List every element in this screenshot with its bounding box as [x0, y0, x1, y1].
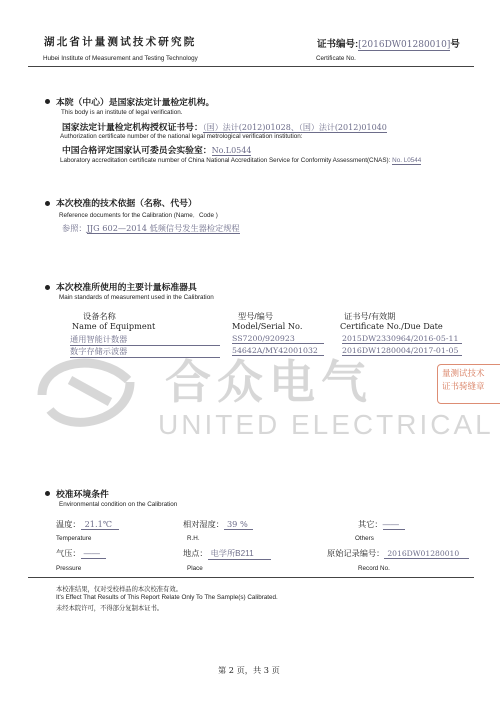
cnas-label: 中国合格评定国家认可委员会实验室：: [62, 145, 212, 155]
institute-statement: 本院（中心）是国家法定计量检定机构。: [56, 97, 215, 107]
pressure-field: [56, 548, 106, 559]
cnas-en: [60, 157, 421, 164]
institute-statement-en: This body is an institute of legal verification.: [61, 109, 183, 116]
cnas-line: [62, 143, 251, 156]
section-bullet: [45, 491, 50, 496]
table-row-name: 通用智能计数器: [70, 334, 220, 346]
watermark-brand-cn: 合众电气: [165, 356, 373, 408]
company-watermark: [30, 340, 500, 440]
temperature-unit: ℃: [102, 519, 112, 529]
cnas-en-value: No. L0544: [392, 157, 422, 164]
col-header-equipment: 设备名称: [83, 312, 116, 321]
place-field: [183, 548, 271, 560]
institute-title-en: Hubei Institute of Measurement and Testing Technology: [43, 55, 198, 62]
authorization-value: （国）法计(2012)01028、（国）法计(2012)01040: [202, 123, 387, 132]
humidity-label: 相对湿度：: [183, 520, 224, 529]
cert-no-label: 证书编号:: [317, 39, 359, 50]
page-number: 第 2 页，共 3 页: [218, 665, 280, 675]
validity-note-en: It's Effect That Results of This Report Relate Only To The Sample(s) Calibrated.: [56, 594, 278, 601]
reference-line: [62, 223, 240, 234]
watermark-brand-en: UNITED ELECTRICAL: [158, 409, 494, 440]
col-header-model: 型号/编号: [238, 312, 274, 321]
section-bullet: [45, 99, 50, 104]
record-label: 原始记录编号：: [327, 549, 385, 558]
others-label: 其它：: [358, 520, 383, 529]
humidity-field: [183, 519, 253, 530]
section-bullet: [45, 285, 50, 290]
institute-title: 湖北省计量测试技术研究院: [44, 36, 197, 48]
temperature-en: Temperature: [56, 535, 92, 542]
record-field: [327, 548, 469, 559]
record-en: Record No.: [358, 565, 390, 572]
table-row-cert: 2015DW2330964/2016-05-11: [342, 334, 462, 344]
standards-title: 本次校准所使用的主要计量标准器具: [56, 282, 197, 292]
authorization-line: [62, 120, 387, 133]
others-field: [358, 519, 405, 530]
reference-prefix: 参照：: [62, 223, 87, 233]
others-en: Others: [355, 535, 374, 542]
standards-title-en: Main standards of measurement used in the Calibration: [59, 294, 214, 301]
pressure-value: ——: [83, 549, 100, 558]
temperature-label: 温度：: [56, 520, 81, 529]
cert-no-value: [2016DW01280010]: [358, 40, 451, 50]
section-bullet: [45, 201, 50, 206]
cnas-value: No.L0544: [211, 146, 252, 155]
cnas-en-label: Laboratory accreditation certificate number of China National Accreditation Service for Conformity Assessment(CNAS):: [60, 157, 391, 164]
col-header-cert-en: Certificate No./Due Date: [340, 321, 443, 331]
cert-no-suffix: 号: [450, 39, 460, 50]
footer-divider: [28, 577, 474, 578]
temperature-value: 21.1: [84, 519, 103, 529]
place-value: 电学所B211: [210, 549, 254, 558]
temperature-field: [56, 519, 119, 530]
humidity-value: 39: [226, 519, 238, 529]
humidity-unit: %: [239, 519, 248, 529]
cert-no-en: Certificate No.: [316, 55, 356, 62]
col-header-model-en: Model/Serial No.: [232, 321, 303, 331]
reference-title: 本次校准的技术依据（名称、代号）: [56, 198, 197, 208]
validity-note: 本校准结果，仅对受校样品的本次校准有效。: [56, 586, 182, 593]
col-header-equipment-en: Name of Equipment: [72, 321, 156, 331]
place-en: Place: [187, 565, 203, 572]
pressure-en: Pressure: [56, 565, 82, 572]
authorization-en: Authorization certificate number of the national legal metrological verification institution:: [60, 133, 303, 140]
table-row-cert: 2016DW1280004/2017-01-05: [342, 346, 462, 356]
others-value: ——: [382, 520, 399, 529]
stamp-line2: 证书骑缝章: [442, 381, 485, 391]
record-value: 2016DW01280010: [387, 549, 460, 558]
col-header-cert: 证书号/有效期: [344, 312, 396, 321]
table-row-name: 数字存储示波器: [70, 346, 220, 358]
place-label: 地点：: [183, 549, 208, 558]
stamp-line1: 量测试技术: [442, 368, 485, 378]
seam-stamp: [437, 364, 500, 404]
authorization-label: 国家法定计量检定机构授权证书号：: [62, 122, 203, 132]
reference-value: JJG 602—2014 低频信号发生器检定规程: [86, 223, 240, 233]
reference-title-en: Reference documents for the Calibration (Name．Code ): [59, 212, 218, 219]
humidity-en: R.H.: [187, 535, 200, 542]
header-divider: [28, 66, 474, 67]
certificate-number: [317, 36, 460, 50]
environment-title: 校准环境条件: [56, 489, 109, 499]
watermark-logo-icon: [42, 363, 130, 422]
table-row-model: 54642A/MY42001032: [232, 346, 324, 356]
pressure-label: 气压：: [56, 549, 81, 558]
copy-note: 未经本院许可，不得部分复制本证书。: [56, 605, 164, 612]
table-row-model: SS7200/920923: [232, 334, 324, 344]
environment-title-en: Environmental condition on the Calibration: [59, 501, 178, 508]
